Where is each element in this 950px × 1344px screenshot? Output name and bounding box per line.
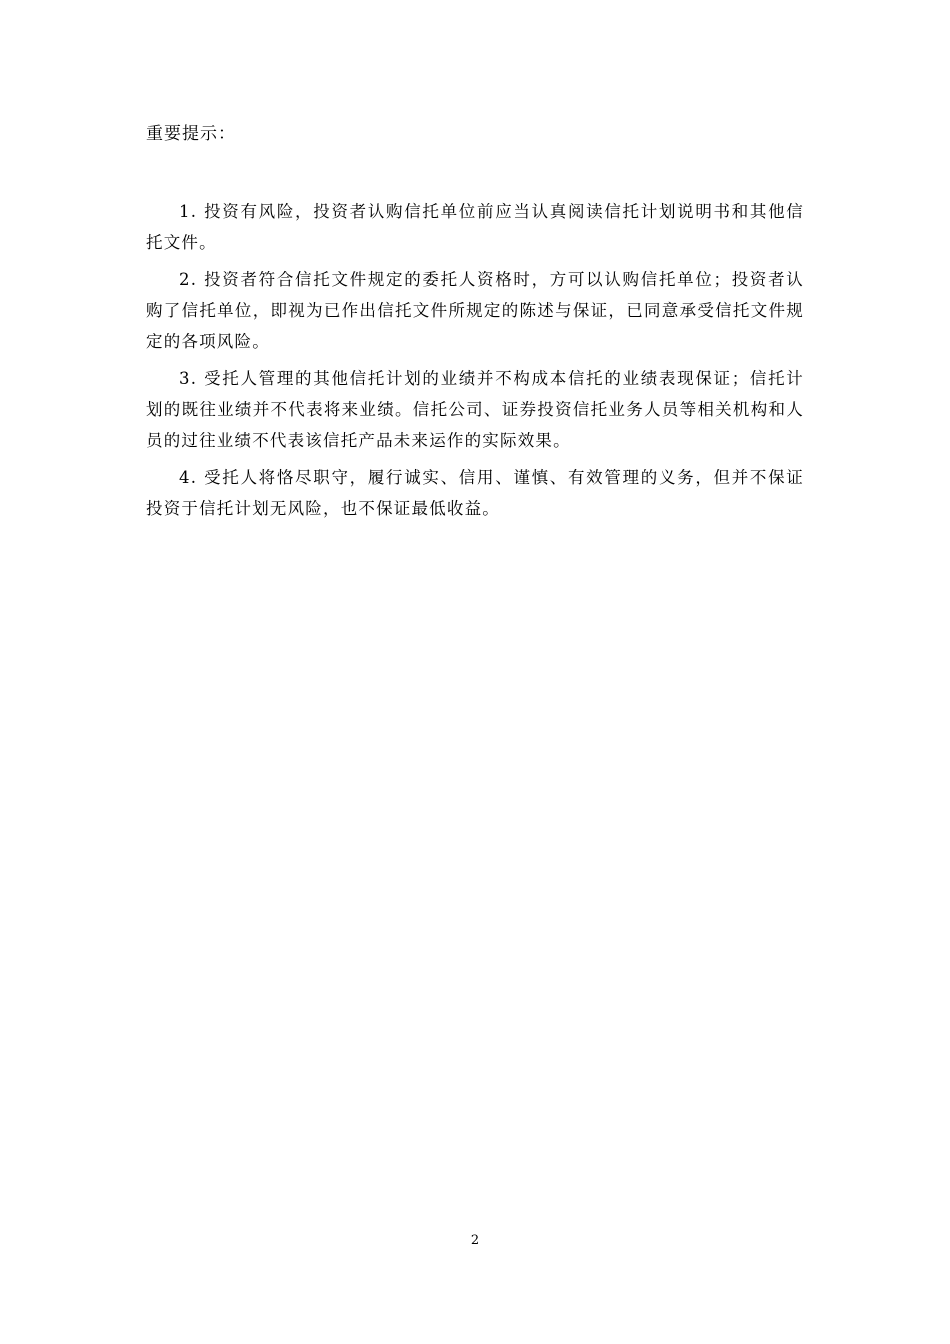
notice-paragraph-4: 4. 受托人将恪尽职守，履行诚实、信用、谨慎、有效管理的义务，但并不保证投资于信托计划无风险，也不保证最低收益。 bbox=[146, 468, 804, 518]
notice-paragraph-3: 3. 受托人管理的其他信托计划的业绩并不构成本信托的业绩表现保证；信托计划的既往业绩并不代表将来业绩。信托公司、证券投资信托业务人员等相关机构和人员的过往业绩不代表该信托产品未来运作的实际效果。 bbox=[146, 369, 804, 450]
notice-paragraph-1: 1. 投资有风险，投资者认购信托单位前应当认真阅读信托计划说明书和其他信托文件。 bbox=[146, 202, 804, 252]
notice-body bbox=[146, 196, 804, 530]
heading-important-notice: 重要提示： bbox=[146, 124, 236, 144]
page-number: 2 bbox=[470, 1233, 480, 1248]
notice-paragraph-2: 2. 投资者符合信托文件规定的委托人资格时，方可以认购信托单位；投资者认购了信托单位，即视为已作出信托文件所规定的陈述与保证，已同意承受信托文件规定的各项风险。 bbox=[146, 270, 804, 351]
